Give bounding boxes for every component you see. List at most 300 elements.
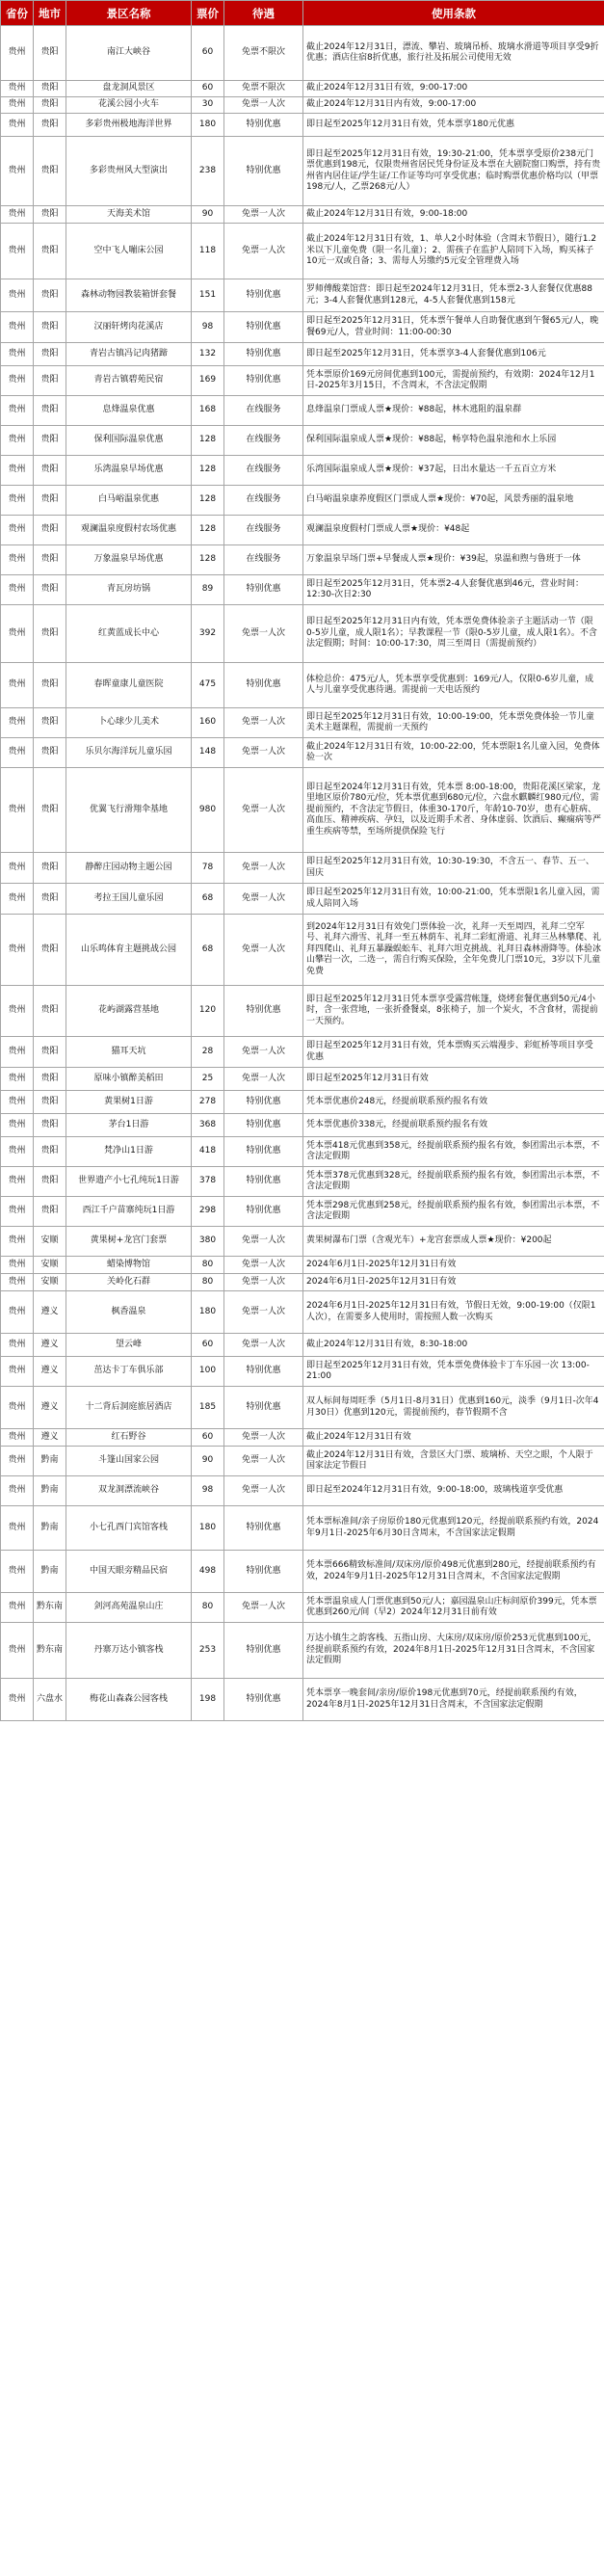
cell-scenic-name: 汉丽轩烤肉花溪店	[66, 312, 192, 343]
cell-city: 六盘水	[34, 1679, 66, 1721]
cell-province: 贵州	[1, 738, 34, 768]
cell-scenic-name: 优翼飞行滑翔伞基地	[66, 768, 192, 853]
cell-scenic-name: 保利国际温泉优惠	[66, 426, 192, 456]
cell-scenic-name: 考拉王国儿童乐园	[66, 884, 192, 915]
cell-province: 贵州	[1, 366, 34, 396]
cell-province: 贵州	[1, 1357, 34, 1387]
table-row	[1, 456, 604, 486]
cell-treatment: 免票一人次	[224, 97, 303, 114]
cell-city: 贵阳	[34, 343, 66, 366]
cell-city: 贵阳	[34, 1114, 66, 1137]
cell-treatment: 特别优惠	[224, 1114, 303, 1137]
cell-city: 黔南	[34, 1476, 66, 1506]
table-row	[1, 1257, 604, 1274]
cell-city: 黔东南	[34, 1593, 66, 1623]
cell-province: 贵州	[1, 343, 34, 366]
cell-city: 贵阳	[34, 426, 66, 456]
table-row	[1, 279, 604, 312]
cell-scenic-name: 万象温泉早场优惠	[66, 545, 192, 575]
cell-scenic-name: 蜡染博物馆	[66, 1257, 192, 1274]
cell-terms: 到2024年12月31日有效免门票体验一次，礼拜一天至周四，礼拜二空军号、礼拜六滑雪、礼拜一至五林荫车、礼拜二彩虹滑道、礼拜三丛林攀爬、礼拜四爬山、礼拜五暴躁蜈蚣车、礼拜六坦克挑战、礼拜日森林滑降等。体验冰山攀岩一次，二选一，需自行购买保险，全年免费儿门票10元，3岁以下儿童免费	[303, 915, 604, 986]
cell-price: 118	[192, 224, 224, 279]
cell-terms: 息烽温泉门票成人票★现价：¥88起，林木逃阻的温泉群	[303, 396, 604, 426]
cell-scenic-name: 茅台1日游	[66, 1114, 192, 1137]
cell-price: 380	[192, 1227, 224, 1257]
cell-terms: 即日起至2025年12月31日，凭本票享3-4人套餐优惠到106元	[303, 343, 604, 366]
table-row	[1, 516, 604, 545]
cell-terms: 截止2024年12月31日有效，8:30-18:00	[303, 1334, 604, 1357]
cell-scenic-name: 白马峪温泉优惠	[66, 486, 192, 516]
cell-treatment: 在线服务	[224, 456, 303, 486]
table-row	[1, 663, 604, 708]
cell-treatment: 特别优惠	[224, 663, 303, 708]
cell-terms: 即日起至2025年12月31日有效，10:00-21:00，凭本票限1名儿童入园，需成人陪同入场	[303, 884, 604, 915]
cell-terms: 截止2024年12月31日有效，1、单人2小时体验（含周末节假日），随行1.2米以下儿童免费（限一名儿童）；2、需孩子在监护人陪同下入场，购买袜子10元一双或自备；3、需每人另缴约5元安全管理费入场	[303, 224, 604, 279]
cell-province: 贵州	[1, 81, 34, 97]
cell-province: 贵州	[1, 853, 34, 884]
table-row	[1, 1551, 604, 1593]
cell-terms: 即日起至2025年12月31日有效，凭本票免费体验卡丁车乐园一次 13:00-21:00	[303, 1357, 604, 1387]
cell-terms: 截止2024年12月31日有效，9:00-18:00	[303, 206, 604, 224]
table-row	[1, 545, 604, 575]
cell-terms: 截止2024年12月31日有效，含景区大门票、玻璃桥、天空之眼，个人限于国家法定节假日	[303, 1447, 604, 1476]
cell-province: 贵州	[1, 1334, 34, 1357]
cell-city: 贵阳	[34, 396, 66, 426]
cell-scenic-name: 盘龙洞风景区	[66, 81, 192, 97]
cell-price: 128	[192, 486, 224, 516]
cell-scenic-name: 山乐鸣体育主题挑战公园	[66, 915, 192, 986]
table-row	[1, 1068, 604, 1091]
cell-city: 贵阳	[34, 312, 66, 343]
table-row	[1, 343, 604, 366]
cell-province: 贵州	[1, 1197, 34, 1227]
cell-terms: 即日起至2025年12月31日有效，10:30-19:30，不含五一、春节、五一、国庆	[303, 853, 604, 884]
cell-price: 98	[192, 312, 224, 343]
cell-province: 贵州	[1, 575, 34, 605]
cell-treatment: 特别优惠	[224, 1551, 303, 1593]
table-row	[1, 1623, 604, 1679]
cell-price: 128	[192, 516, 224, 545]
header-province: 省份	[1, 1, 34, 26]
cell-price: 98	[192, 1476, 224, 1506]
cell-province: 贵州	[1, 1227, 34, 1257]
cell-scenic-name: 原味小镇醉美稻田	[66, 1068, 192, 1091]
cell-terms: 截止2024年12月31日，漂流、攀岩、玻璃吊桥、玻璃水滑道等项目享受9折优惠；酒店住宿8折优惠，旅行社及拓展公司使用无效	[303, 26, 604, 81]
cell-price: 80	[192, 1274, 224, 1291]
cell-price: 198	[192, 1679, 224, 1721]
table-row	[1, 1227, 604, 1257]
cell-city: 遵义	[34, 1291, 66, 1334]
cell-province: 贵州	[1, 1091, 34, 1114]
table-row	[1, 1429, 604, 1447]
cell-province: 贵州	[1, 884, 34, 915]
cell-terms: 保利国际温泉成人票★现价：¥88起，畅享特色温泉池和水上乐园	[303, 426, 604, 456]
cell-treatment: 特别优惠	[224, 312, 303, 343]
cell-city: 贵阳	[34, 81, 66, 97]
cell-province: 贵州	[1, 768, 34, 853]
cell-terms: 黄果树瀑布门票（含观光车）+龙宫套票成人票★现价：¥200起	[303, 1227, 604, 1257]
cell-treatment: 免票一人次	[224, 1447, 303, 1476]
cell-treatment: 在线服务	[224, 396, 303, 426]
cell-province: 贵州	[1, 1114, 34, 1137]
cell-treatment: 特别优惠	[224, 114, 303, 137]
cell-city: 贵阳	[34, 545, 66, 575]
cell-treatment: 在线服务	[224, 516, 303, 545]
cell-price: 30	[192, 97, 224, 114]
cell-city: 贵阳	[34, 1091, 66, 1114]
cell-scenic-name: 天海美术馆	[66, 206, 192, 224]
cell-price: 418	[192, 1137, 224, 1167]
table-row	[1, 1476, 604, 1506]
cell-price: 68	[192, 884, 224, 915]
cell-scenic-name: 望云峰	[66, 1334, 192, 1357]
cell-city: 贵阳	[34, 663, 66, 708]
cell-scenic-name: 茁达卡丁车俱乐部	[66, 1357, 192, 1387]
table-row	[1, 853, 604, 884]
cell-city: 贵阳	[34, 456, 66, 486]
cell-scenic-name: 乐贝尔海洋玩儿童乐园	[66, 738, 192, 768]
cell-terms: 即日起至2025年12月31日有效，凭本票购买云端漫步、彩虹桥等项目享受优惠	[303, 1037, 604, 1068]
cell-province: 贵州	[1, 545, 34, 575]
cell-treatment: 免票一人次	[224, 206, 303, 224]
cell-city: 黔南	[34, 1447, 66, 1476]
cell-price: 60	[192, 26, 224, 81]
cell-scenic-name: 黄果树1日游	[66, 1091, 192, 1114]
table-row	[1, 605, 604, 663]
cell-province: 贵州	[1, 26, 34, 81]
cell-treatment: 特别优惠	[224, 986, 303, 1037]
cell-price: 28	[192, 1037, 224, 1068]
cell-price: 60	[192, 81, 224, 97]
table-row	[1, 137, 604, 206]
cell-city: 贵阳	[34, 279, 66, 312]
table-row	[1, 1197, 604, 1227]
cell-price: 80	[192, 1593, 224, 1623]
cell-scenic-name: 青岩古镇碧苑民宿	[66, 366, 192, 396]
cell-province: 贵州	[1, 486, 34, 516]
cell-scenic-name: 丹寨万达小镇客栈	[66, 1623, 192, 1679]
cell-city: 贵阳	[34, 1197, 66, 1227]
cell-treatment: 免票一人次	[224, 1274, 303, 1291]
cell-scenic-name: 花溪公园小火车	[66, 97, 192, 114]
cell-price: 392	[192, 605, 224, 663]
cell-terms: 凭本票666精致标准间/双床房/原价498元优惠到280元，经提前联系预约有效，2024年9月1日-2025年12月31日含周末，不含国家法定假期	[303, 1551, 604, 1593]
table-row	[1, 1679, 604, 1721]
cell-treatment: 特别优惠	[224, 1167, 303, 1197]
cell-scenic-name: 南江大峡谷	[66, 26, 192, 81]
cell-price: 68	[192, 915, 224, 986]
table-row	[1, 396, 604, 426]
cell-price: 90	[192, 206, 224, 224]
cell-price: 60	[192, 1334, 224, 1357]
table-body	[1, 26, 604, 1721]
cell-treatment: 免票一人次	[224, 708, 303, 738]
cell-scenic-name: 卜心球少儿美术	[66, 708, 192, 738]
cell-city: 贵阳	[34, 206, 66, 224]
cell-terms: 即日起至2025年12月31日有效，10:00-19:00，凭本票免费体验一节儿童美术主题课程，需提前一天预约	[303, 708, 604, 738]
cell-city: 贵阳	[34, 768, 66, 853]
cell-treatment: 特别优惠	[224, 1679, 303, 1721]
cell-province: 贵州	[1, 1429, 34, 1447]
cell-price: 368	[192, 1114, 224, 1137]
table-row	[1, 1037, 604, 1068]
cell-province: 贵州	[1, 605, 34, 663]
cell-city: 遵义	[34, 1387, 66, 1429]
cell-city: 安顺	[34, 1227, 66, 1257]
cell-terms: 观澜温泉度假村门票成人票★现价：¥48起	[303, 516, 604, 545]
cell-treatment: 免票一人次	[224, 1257, 303, 1274]
cell-province: 贵州	[1, 1137, 34, 1167]
cell-price: 148	[192, 738, 224, 768]
cell-price: 60	[192, 1429, 224, 1447]
cell-city: 贵阳	[34, 137, 66, 206]
cell-treatment: 特别优惠	[224, 1387, 303, 1429]
cell-price: 169	[192, 366, 224, 396]
cell-treatment: 特别优惠	[224, 1506, 303, 1551]
table-row	[1, 1593, 604, 1623]
cell-treatment: 免票一人次	[224, 915, 303, 986]
cell-treatment: 在线服务	[224, 426, 303, 456]
cell-price: 120	[192, 986, 224, 1037]
cell-province: 贵州	[1, 1679, 34, 1721]
cell-city: 贵阳	[34, 853, 66, 884]
cell-province: 贵州	[1, 1447, 34, 1476]
cell-scenic-name: 森林动物园教装箱饼套餐	[66, 279, 192, 312]
cell-terms: 凭本票原价169元房间优惠到100元，需提前预约，有效期：2024年12月1日-2025年3月15日，不含周末，不含法定假期	[303, 366, 604, 396]
header-scenic-name: 景区名称	[66, 1, 192, 26]
cell-price: 128	[192, 426, 224, 456]
cell-province: 贵州	[1, 1506, 34, 1551]
cell-province: 贵州	[1, 114, 34, 137]
cell-province: 贵州	[1, 708, 34, 738]
cell-treatment: 免票一人次	[224, 605, 303, 663]
cell-scenic-name: 春晖童康儿童医院	[66, 663, 192, 708]
cell-terms: 万象温泉早场门票+早餐成人票★现价：¥39起，泉温和煦与鲁班于一体	[303, 545, 604, 575]
cell-terms: 双人标间每周旺季（5月1日-8月31日）优惠到160元，淡季（9月1日-次年4月30日）优惠到120元，需提前预约，春节假期不含	[303, 1387, 604, 1429]
cell-price: 180	[192, 1291, 224, 1334]
cell-price: 253	[192, 1623, 224, 1679]
cell-province: 贵州	[1, 426, 34, 456]
cell-city: 贵阳	[34, 26, 66, 81]
cell-province: 贵州	[1, 663, 34, 708]
cell-scenic-name: 梅花山森森公园客栈	[66, 1679, 192, 1721]
table-row	[1, 312, 604, 343]
cell-treatment: 免票一人次	[224, 1068, 303, 1091]
cell-province: 贵州	[1, 456, 34, 486]
cell-price: 160	[192, 708, 224, 738]
cell-terms: 截止2024年12月31日有效	[303, 1429, 604, 1447]
table-row	[1, 768, 604, 853]
cell-scenic-name: 花屿湖露营基地	[66, 986, 192, 1037]
cell-province: 贵州	[1, 97, 34, 114]
cell-scenic-name: 关岭化石群	[66, 1274, 192, 1291]
cell-treatment: 免票不限次	[224, 26, 303, 81]
table-row	[1, 486, 604, 516]
cell-terms: 即日起至2025年12月31日凭本票享受露营帐篷，烧烤套餐优惠到50元/4小时，含一张营地，一张折叠餐桌，8张椅子，加一个炭火，不含食材，需提前一天预约。	[303, 986, 604, 1037]
cell-province: 贵州	[1, 224, 34, 279]
cell-price: 378	[192, 1167, 224, 1197]
cell-province: 贵州	[1, 1291, 34, 1334]
cell-scenic-name: 剑河高苑温泉山庄	[66, 1593, 192, 1623]
cell-treatment: 特别优惠	[224, 1623, 303, 1679]
cell-scenic-name: 猫耳天坑	[66, 1037, 192, 1068]
cell-city: 贵阳	[34, 738, 66, 768]
cell-province: 贵州	[1, 137, 34, 206]
cell-price: 180	[192, 1506, 224, 1551]
cell-scenic-name: 观澜温泉度假村农场优惠	[66, 516, 192, 545]
cell-terms: 乐湾国际温泉成人票★现价：¥37起，日出水量达一千五百立方米	[303, 456, 604, 486]
cell-city: 遵义	[34, 1357, 66, 1387]
cell-treatment: 免票一人次	[224, 768, 303, 853]
cell-terms: 白马峪温泉康养度假区门票成人票★现价：¥70起，风景秀丽的温泉地	[303, 486, 604, 516]
cell-price: 132	[192, 343, 224, 366]
cell-price: 180	[192, 114, 224, 137]
table-row	[1, 1506, 604, 1551]
cell-treatment: 免票一人次	[224, 1037, 303, 1068]
cell-terms: 凭本票298元优惠到258元，经提前联系预约报名有效，参团需出示本票，不含法定假期	[303, 1197, 604, 1227]
cell-price: 128	[192, 545, 224, 575]
table-row	[1, 426, 604, 456]
cell-treatment: 免票一人次	[224, 884, 303, 915]
table-row	[1, 1274, 604, 1291]
cell-treatment: 免票一人次	[224, 1227, 303, 1257]
cell-city: 贵阳	[34, 114, 66, 137]
table-row	[1, 1357, 604, 1387]
table-row	[1, 1387, 604, 1429]
table-row	[1, 97, 604, 114]
cell-treatment: 特别优惠	[224, 137, 303, 206]
cell-province: 贵州	[1, 1274, 34, 1291]
table-header-row	[1, 1, 604, 26]
cell-terms: 即日起至2024年12月31日有效，9:00-18:00，玻璃栈道享受优惠	[303, 1476, 604, 1506]
cell-province: 贵州	[1, 1167, 34, 1197]
cell-city: 贵阳	[34, 884, 66, 915]
cell-city: 贵阳	[34, 1167, 66, 1197]
table-row	[1, 1291, 604, 1334]
cell-treatment: 免票一人次	[224, 853, 303, 884]
cell-treatment: 特别优惠	[224, 343, 303, 366]
cell-scenic-name: 多彩贵州风大型演出	[66, 137, 192, 206]
cell-terms: 2024年6月1日-2025年12月31日有效	[303, 1274, 604, 1291]
cell-treatment: 免票一人次	[224, 1429, 303, 1447]
cell-treatment: 免票一人次	[224, 738, 303, 768]
cell-treatment: 免票不限次	[224, 81, 303, 97]
cell-city: 贵阳	[34, 224, 66, 279]
header-city: 地市	[34, 1, 66, 26]
cell-terms: 万达小镇生之韵客栈、五指山房、大床房/双床房/原价253元优惠到100元，经提前联系预约有效，2024年8月1日-2025年12月31日含周末，不含国家法定假期	[303, 1623, 604, 1679]
cell-terms: 凭本票享一晚套间/亲房/原价198元优惠到70元，经提前联系预约有效，2024年8月1日-2025年12月31日含周末，不含国家法定假期	[303, 1679, 604, 1721]
cell-city: 贵阳	[34, 708, 66, 738]
cell-price: 128	[192, 456, 224, 486]
table-row	[1, 26, 604, 81]
cell-province: 贵州	[1, 279, 34, 312]
cell-scenic-name: 十二背后洞庭旅居酒店	[66, 1387, 192, 1429]
cell-scenic-name: 双龙洞漂流峡谷	[66, 1476, 192, 1506]
cell-treatment: 特别优惠	[224, 1357, 303, 1387]
cell-price: 498	[192, 1551, 224, 1593]
cell-price: 151	[192, 279, 224, 312]
cell-province: 贵州	[1, 1257, 34, 1274]
table-row	[1, 1137, 604, 1167]
header-terms: 使用条款	[303, 1, 604, 26]
cell-price: 185	[192, 1387, 224, 1429]
cell-city: 贵阳	[34, 575, 66, 605]
cell-price: 238	[192, 137, 224, 206]
cell-terms: 体检总价：475元/人，凭本票享受优惠到：169元/人，仅限0-6岁儿童，成人与儿童享受优惠待遇。需提前一天电话预约	[303, 663, 604, 708]
table-row	[1, 986, 604, 1037]
table-row	[1, 738, 604, 768]
cell-price: 100	[192, 1357, 224, 1387]
cell-scenic-name: 红黄蓝成长中心	[66, 605, 192, 663]
cell-scenic-name: 世界遗产小七孔纯玩1日游	[66, 1167, 192, 1197]
cell-terms: 即日起至2025年12月31日有效，凭本票享180元优惠	[303, 114, 604, 137]
cell-price: 89	[192, 575, 224, 605]
cell-price: 298	[192, 1197, 224, 1227]
cell-price: 278	[192, 1091, 224, 1114]
cell-city: 贵阳	[34, 915, 66, 986]
cell-terms: 凭本票温泉成人门票优惠到50元/人；嘉园温泉山庄标间原价399元，凭本票优惠到260元/间（早2）2024年12月31日前有效	[303, 1593, 604, 1623]
cell-terms: 即日起至2025年12月31日有效	[303, 1068, 604, 1091]
cell-terms: 2024年6月1日-2025年12月31日有效	[303, 1257, 604, 1274]
cell-scenic-name: 中国天眼旁精品民宿	[66, 1551, 192, 1593]
cell-treatment: 特别优惠	[224, 1091, 303, 1114]
cell-city: 安顺	[34, 1257, 66, 1274]
header-treatment: 待遇	[224, 1, 303, 26]
cell-terms: 凭本票378元优惠到328元，经提前联系预约报名有效，参团需出示本票，不含法定假期	[303, 1167, 604, 1197]
cell-terms: 截止2024年12月31日有效，9:00-17:00	[303, 81, 604, 97]
table-row	[1, 1334, 604, 1357]
cell-province: 贵州	[1, 1593, 34, 1623]
cell-treatment: 特别优惠	[224, 1197, 303, 1227]
cell-city: 黔南	[34, 1551, 66, 1593]
cell-terms: 即日起至2025年12月31日内有效，凭本票免费体验亲子主题活动一节（限0-5岁儿童，成人限1名）；早教课程一节（限0-5岁儿童，成人限1名）。不含法定假期；时间：10:00-17:30，周三至周日（需提前预约）	[303, 605, 604, 663]
cell-province: 贵州	[1, 986, 34, 1037]
cell-scenic-name: 黄果树+龙宫门套票	[66, 1227, 192, 1257]
cell-city: 贵阳	[34, 97, 66, 114]
cell-price: 90	[192, 1447, 224, 1476]
cell-treatment: 在线服务	[224, 486, 303, 516]
cell-city: 贵阳	[34, 1137, 66, 1167]
cell-terms: 罗师傅酸菜馆营：即日起至2024年12月31日，凭本票2-3人套餐仅优惠88元；3-4人套餐优惠到128元，4-5人套餐优惠到158元	[303, 279, 604, 312]
cell-city: 黔南	[34, 1506, 66, 1551]
cell-province: 贵州	[1, 1068, 34, 1091]
table-row	[1, 81, 604, 97]
cell-treatment: 免票一人次	[224, 1291, 303, 1334]
table-row	[1, 1114, 604, 1137]
cell-province: 贵州	[1, 396, 34, 426]
cell-scenic-name: 空中飞人嘣床公园	[66, 224, 192, 279]
cell-treatment: 免票一人次	[224, 1476, 303, 1506]
table-row	[1, 884, 604, 915]
table-row	[1, 206, 604, 224]
cell-scenic-name: 静醉庄园动物主题公园	[66, 853, 192, 884]
cell-province: 贵州	[1, 312, 34, 343]
cell-province: 贵州	[1, 1476, 34, 1506]
cell-scenic-name: 小七孔西门宾馆客栈	[66, 1506, 192, 1551]
cell-treatment: 免票一人次	[224, 224, 303, 279]
table-row	[1, 114, 604, 137]
cell-treatment: 免票一人次	[224, 1334, 303, 1357]
cell-terms: 截止2024年12月31日有效，10:00-22:00，凭本票限1名儿童入园，免费体验一次	[303, 738, 604, 768]
cell-city: 贵阳	[34, 986, 66, 1037]
cell-province: 贵州	[1, 1623, 34, 1679]
table-row	[1, 366, 604, 396]
table-row	[1, 915, 604, 986]
cell-price: 168	[192, 396, 224, 426]
cell-city: 贵阳	[34, 1037, 66, 1068]
cell-scenic-name: 多彩贵州极地海洋世界	[66, 114, 192, 137]
cell-province: 贵州	[1, 206, 34, 224]
